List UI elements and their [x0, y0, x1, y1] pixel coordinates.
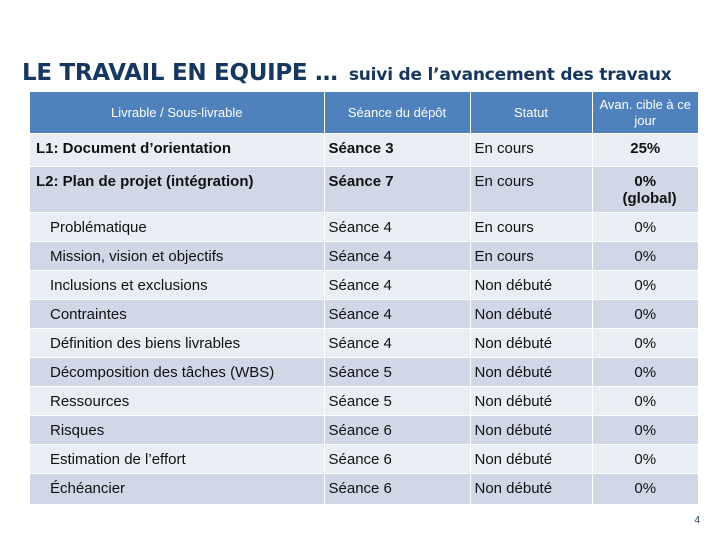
cell-seance: Séance 6	[324, 474, 470, 504]
cell-livrable: L1: Document d’orientation	[30, 134, 324, 167]
cell-statut: En cours	[470, 134, 592, 167]
cell-avancement: 0% (global)	[592, 167, 698, 213]
cell-statut: Non débuté	[470, 300, 592, 329]
cell-avancement: 0%	[592, 387, 698, 416]
cell-livrable: Inclusions et exclusions	[30, 271, 324, 300]
table-row	[30, 445, 698, 474]
cell-seance: Séance 6	[324, 416, 470, 445]
cell-seance: Séance 3	[324, 134, 470, 167]
cell-seance: Séance 4	[324, 271, 470, 300]
title-subtitle: suivi de l’avancement des travaux	[348, 65, 672, 85]
title-main: LE TRAVAIL EN EQUIPE …	[22, 60, 338, 86]
table-header-row	[30, 92, 698, 134]
cell-statut: En cours	[470, 213, 592, 242]
slide-title	[22, 50, 672, 88]
cell-statut: En cours	[470, 167, 592, 213]
cell-avancement: 0%	[592, 329, 698, 358]
cell-statut: Non débuté	[470, 358, 592, 387]
table-row	[30, 300, 698, 329]
cell-statut: Non débuté	[470, 474, 592, 504]
header-livrable: Livrable / Sous-livrable	[30, 92, 324, 134]
cell-avancement: 0%	[592, 474, 698, 504]
table-row	[30, 358, 698, 387]
table-row	[30, 271, 698, 300]
cell-livrable: Estimation de l’effort	[30, 445, 324, 474]
table-row	[30, 242, 698, 271]
cell-livrable: Problématique	[30, 213, 324, 242]
cell-seance: Séance 5	[324, 387, 470, 416]
cell-avancement: 25%	[592, 134, 698, 167]
cell-livrable: Contraintes	[30, 300, 324, 329]
table-row	[30, 416, 698, 445]
table-row	[30, 474, 698, 504]
cell-livrable: Définition des biens livrables	[30, 329, 324, 358]
cell-statut: Non débuté	[470, 271, 592, 300]
cell-seance: Séance 4	[324, 213, 470, 242]
table-row-l1	[30, 134, 698, 167]
cell-statut: Non débuté	[470, 445, 592, 474]
cell-avancement: 0%	[592, 445, 698, 474]
cell-statut: En cours	[470, 242, 592, 271]
cell-avancement: 0%	[592, 358, 698, 387]
cell-livrable: Mission, vision et objectifs	[30, 242, 324, 271]
cell-avancement: 0%	[592, 416, 698, 445]
cell-livrable: Risques	[30, 416, 324, 445]
cell-seance: Séance 5	[324, 358, 470, 387]
cell-livrable: L2: Plan de projet (intégration)	[30, 167, 324, 213]
header-avancement: Avan. cible à ce jour	[592, 92, 698, 134]
cell-avancement: 0%	[592, 271, 698, 300]
cell-avancement: 0%	[592, 300, 698, 329]
cell-statut: Non débuté	[470, 416, 592, 445]
cell-seance: Séance 4	[324, 242, 470, 271]
header-statut: Statut	[470, 92, 592, 134]
cell-seance: Séance 6	[324, 445, 470, 474]
cell-seance: Séance 7	[324, 167, 470, 213]
table-row	[30, 329, 698, 358]
cell-avancement: 0%	[592, 242, 698, 271]
table-row	[30, 387, 698, 416]
cell-livrable: Ressources	[30, 387, 324, 416]
table-row-l2	[30, 167, 698, 213]
page-number: 4	[694, 515, 700, 526]
cell-statut: Non débuté	[470, 387, 592, 416]
cell-livrable: Échéancier	[30, 474, 324, 504]
cell-seance: Séance 4	[324, 300, 470, 329]
header-seance: Séance du dépôt	[324, 92, 470, 134]
cell-statut: Non débuté	[470, 329, 592, 358]
cell-livrable: Décomposition des tâches (WBS)	[30, 358, 324, 387]
cell-avancement: 0%	[592, 213, 698, 242]
cell-seance: Séance 4	[324, 329, 470, 358]
progress-table	[30, 92, 698, 504]
table-row	[30, 213, 698, 242]
